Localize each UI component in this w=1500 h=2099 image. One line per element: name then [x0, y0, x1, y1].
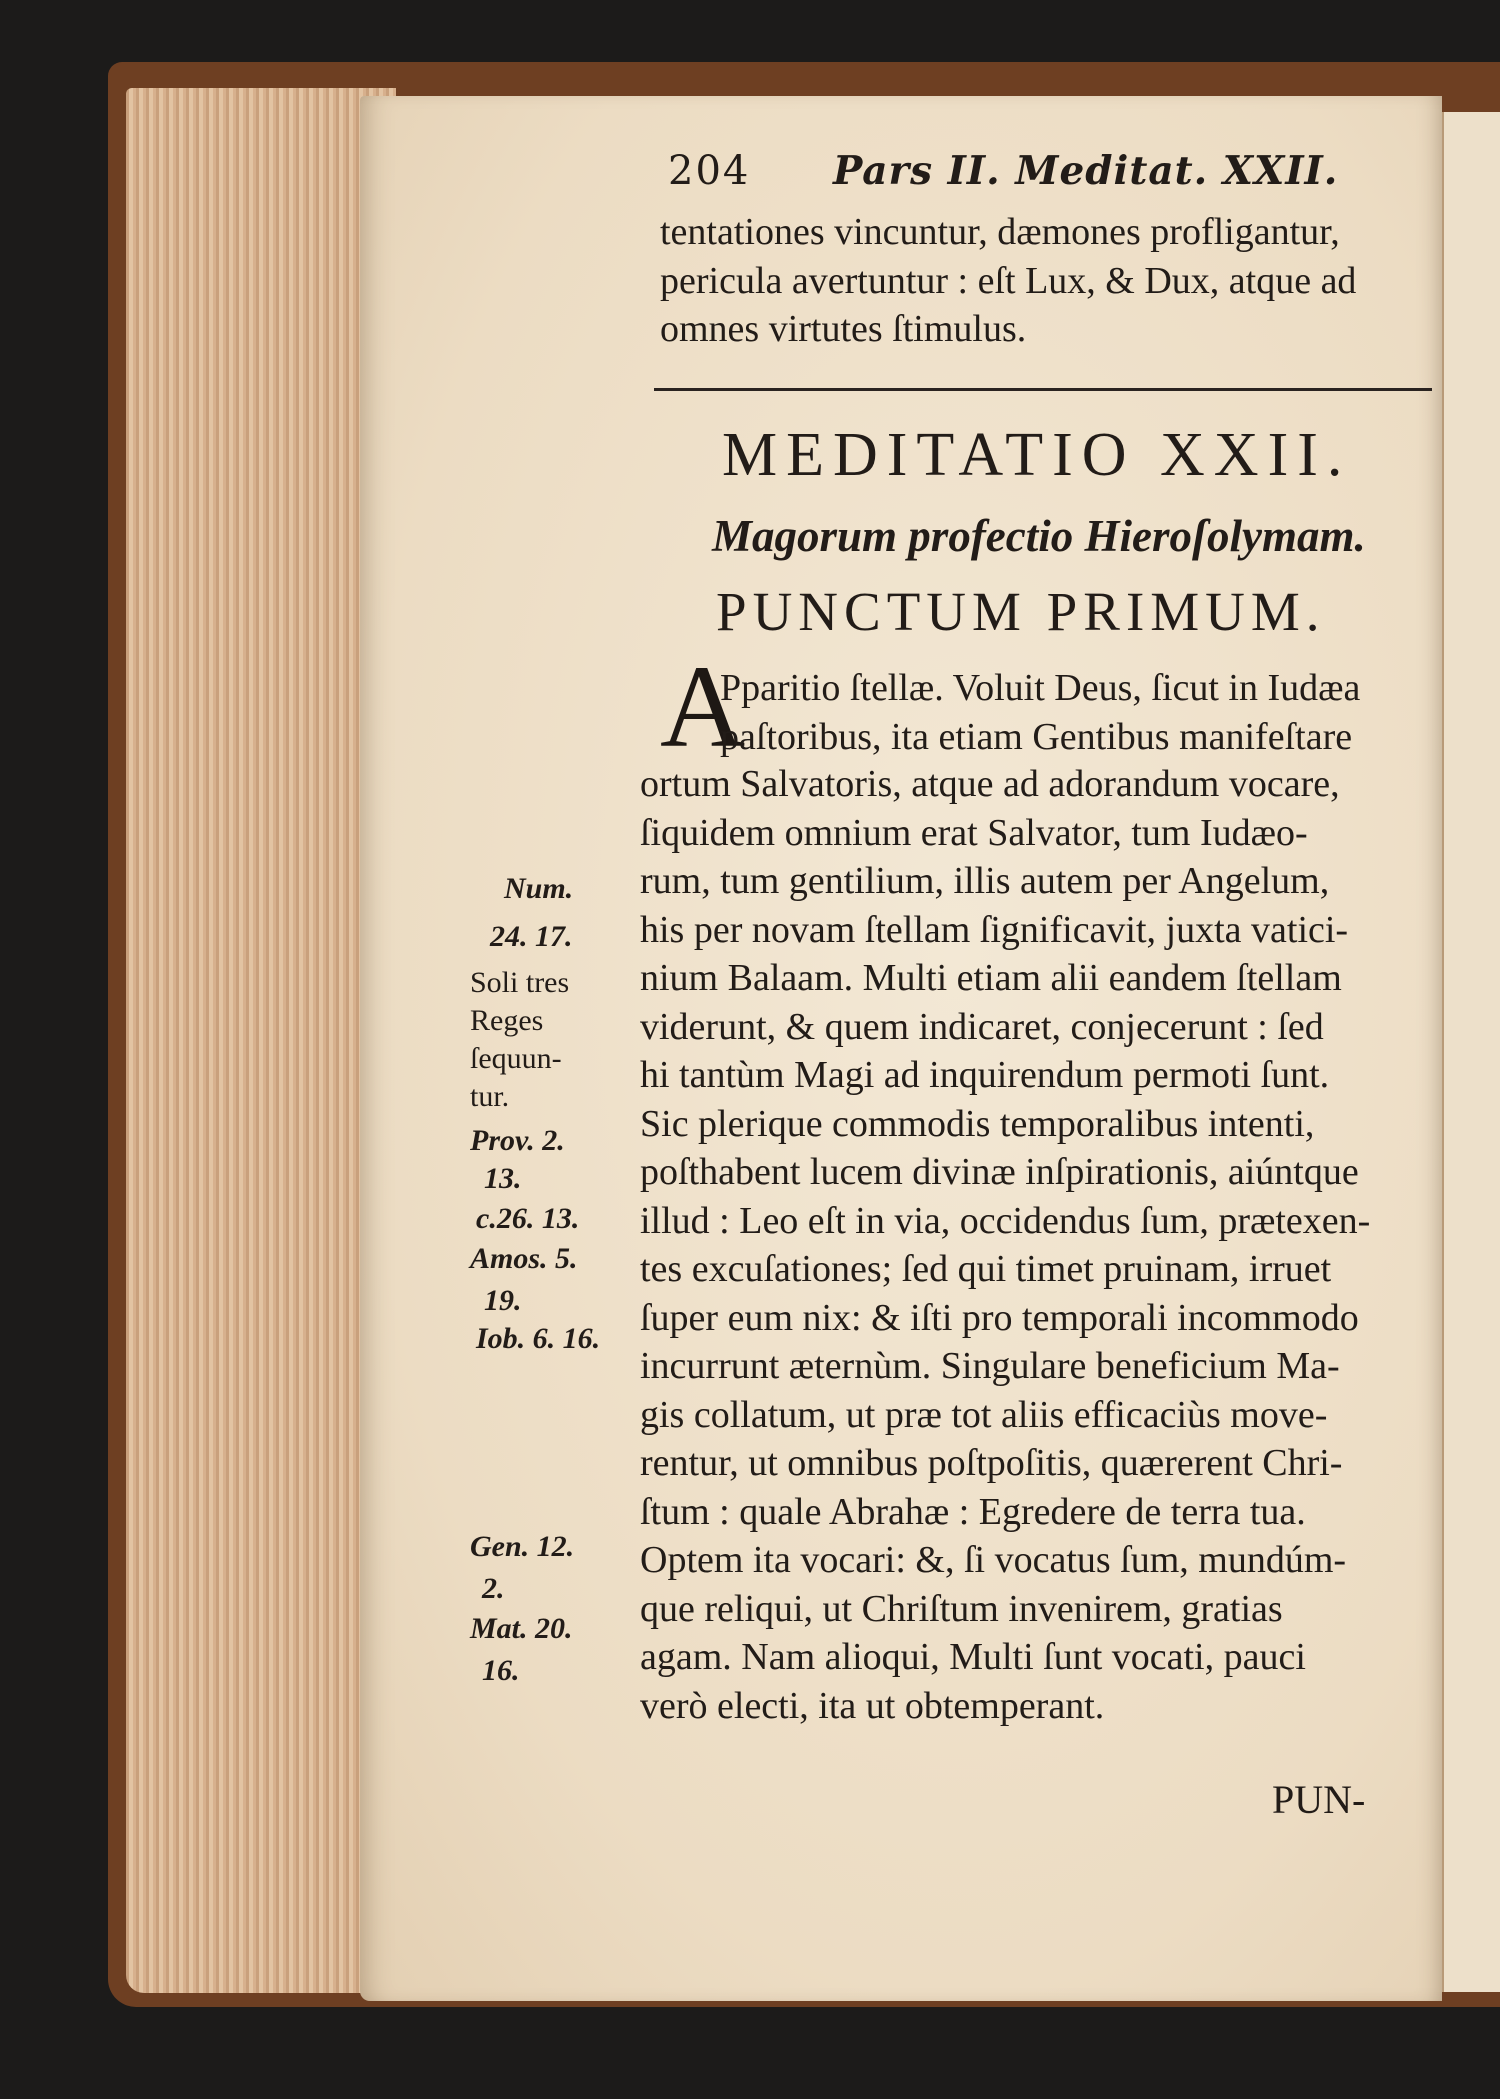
point-heading: PUNCTUM PRIMUM.: [716, 581, 1326, 642]
text-line: Optem ita vocari: &, ſi vocatus ſum, mundúm-: [640, 1539, 1347, 1581]
margin-note: 16.: [482, 1654, 520, 1687]
page-header: [668, 148, 1408, 208]
catchword: PUN-: [1272, 1777, 1366, 1822]
text-line: tentationes vincuntur, dæmones profligantur,: [660, 211, 1340, 253]
margin-note: Gen. 12.: [470, 1530, 575, 1563]
text-line: Sic plerique commodis temporalibus intenti,: [640, 1102, 1315, 1145]
meditation-title: MEDITATIO XXII.: [722, 421, 1352, 489]
margin-note: Prov. 2.: [470, 1124, 565, 1157]
text-line: gis collatum, ut præ tot aliis efficaciùs move-: [640, 1393, 1328, 1436]
text-line: incurrunt æternùm. Singulare beneficium Ma-: [640, 1345, 1340, 1387]
body-first-lines: [720, 664, 1360, 761]
text-line: rum, tum gentilium, illis autem per Angelum,: [640, 860, 1330, 902]
text-line: illud : Leo eſt in via, occidendus ſum, prætexen-: [640, 1199, 1371, 1242]
section-divider: [654, 388, 1432, 391]
text-line: paſtoribus, ita etiam Gentibus manifeſtare: [720, 715, 1353, 758]
margin-note: Soli tres: [470, 966, 570, 999]
facing-page: [1442, 112, 1500, 1992]
text-line: pericula avertuntur : eſt Lux, & Dux, atque ad: [660, 259, 1357, 302]
text-line: que reliqui, ut Chriſtum invenirem, gratias: [640, 1587, 1283, 1630]
text-line: poſthabent lucem divinæ inſpirationis, aiúntque: [640, 1151, 1359, 1193]
page-number: 204: [668, 148, 751, 194]
text-line: Pparitio ſtellæ. Voluit Deus, ſicut in Iudæa: [720, 667, 1361, 709]
text-line: rentur, ut omnibus poſtpoſitis, quærerent Chri-: [640, 1442, 1343, 1484]
margin-note: 19.: [484, 1284, 522, 1317]
text-line: ſuper eum nix: & iſti pro temporali incommodo: [640, 1296, 1359, 1339]
margin-note: ſequun-: [470, 1042, 562, 1075]
margin-note: tur.: [470, 1080, 510, 1113]
text-line: viderunt, & quem indicaret, conjecerunt : ſed: [640, 1005, 1324, 1048]
margin-note: c.26. 13.: [476, 1202, 580, 1235]
margin-note: Reges: [470, 1004, 544, 1037]
page-edges: [126, 88, 396, 1993]
text-line: verò electi, ita ut obtemperant.: [640, 1684, 1105, 1727]
running-title: Pars II. Meditat. XXII.: [833, 148, 1339, 194]
drop-cap: A: [660, 641, 746, 772]
margin-note: 24. 17.: [490, 920, 573, 953]
margin-note: 2.: [482, 1572, 505, 1605]
margin-note: Iob. 6. 16.: [476, 1322, 601, 1355]
text-line: ſiquidem omnium erat Salvator, tum Iudæo-: [640, 811, 1308, 854]
text-line: tes excuſationes; ſed qui timet pruinam, irruet: [640, 1248, 1332, 1290]
previous-text: [660, 208, 1356, 354]
text-line: his per novam ſtellam ſignificavit, juxta vatici-: [640, 908, 1349, 951]
body-text: [640, 760, 1370, 1730]
margin-note: Num.: [504, 872, 574, 905]
margin-note: Mat. 20.: [470, 1612, 573, 1645]
meditation-subtitle: Magorum profectio Hieroſolymam.: [712, 511, 1366, 561]
text-line: ortum Salvatoris, atque ad adorandum vocare,: [640, 763, 1340, 805]
text-line: omnes virtutes ſtimulus.: [660, 308, 1027, 350]
text-line: hi tantùm Magi ad inquirendum permoti ſunt.: [640, 1054, 1330, 1096]
text-line: nium Balaam. Multi etiam alii eandem ſtellam: [640, 957, 1342, 999]
text-line: ſtum : quale Abrahæ : Egredere de terra tua.: [640, 1490, 1306, 1533]
margin-note: 13.: [484, 1162, 522, 1195]
margin-note: Amos. 5.: [470, 1242, 578, 1275]
text-line: agam. Nam alioqui, Multi ſunt vocati, pauci: [640, 1636, 1306, 1678]
